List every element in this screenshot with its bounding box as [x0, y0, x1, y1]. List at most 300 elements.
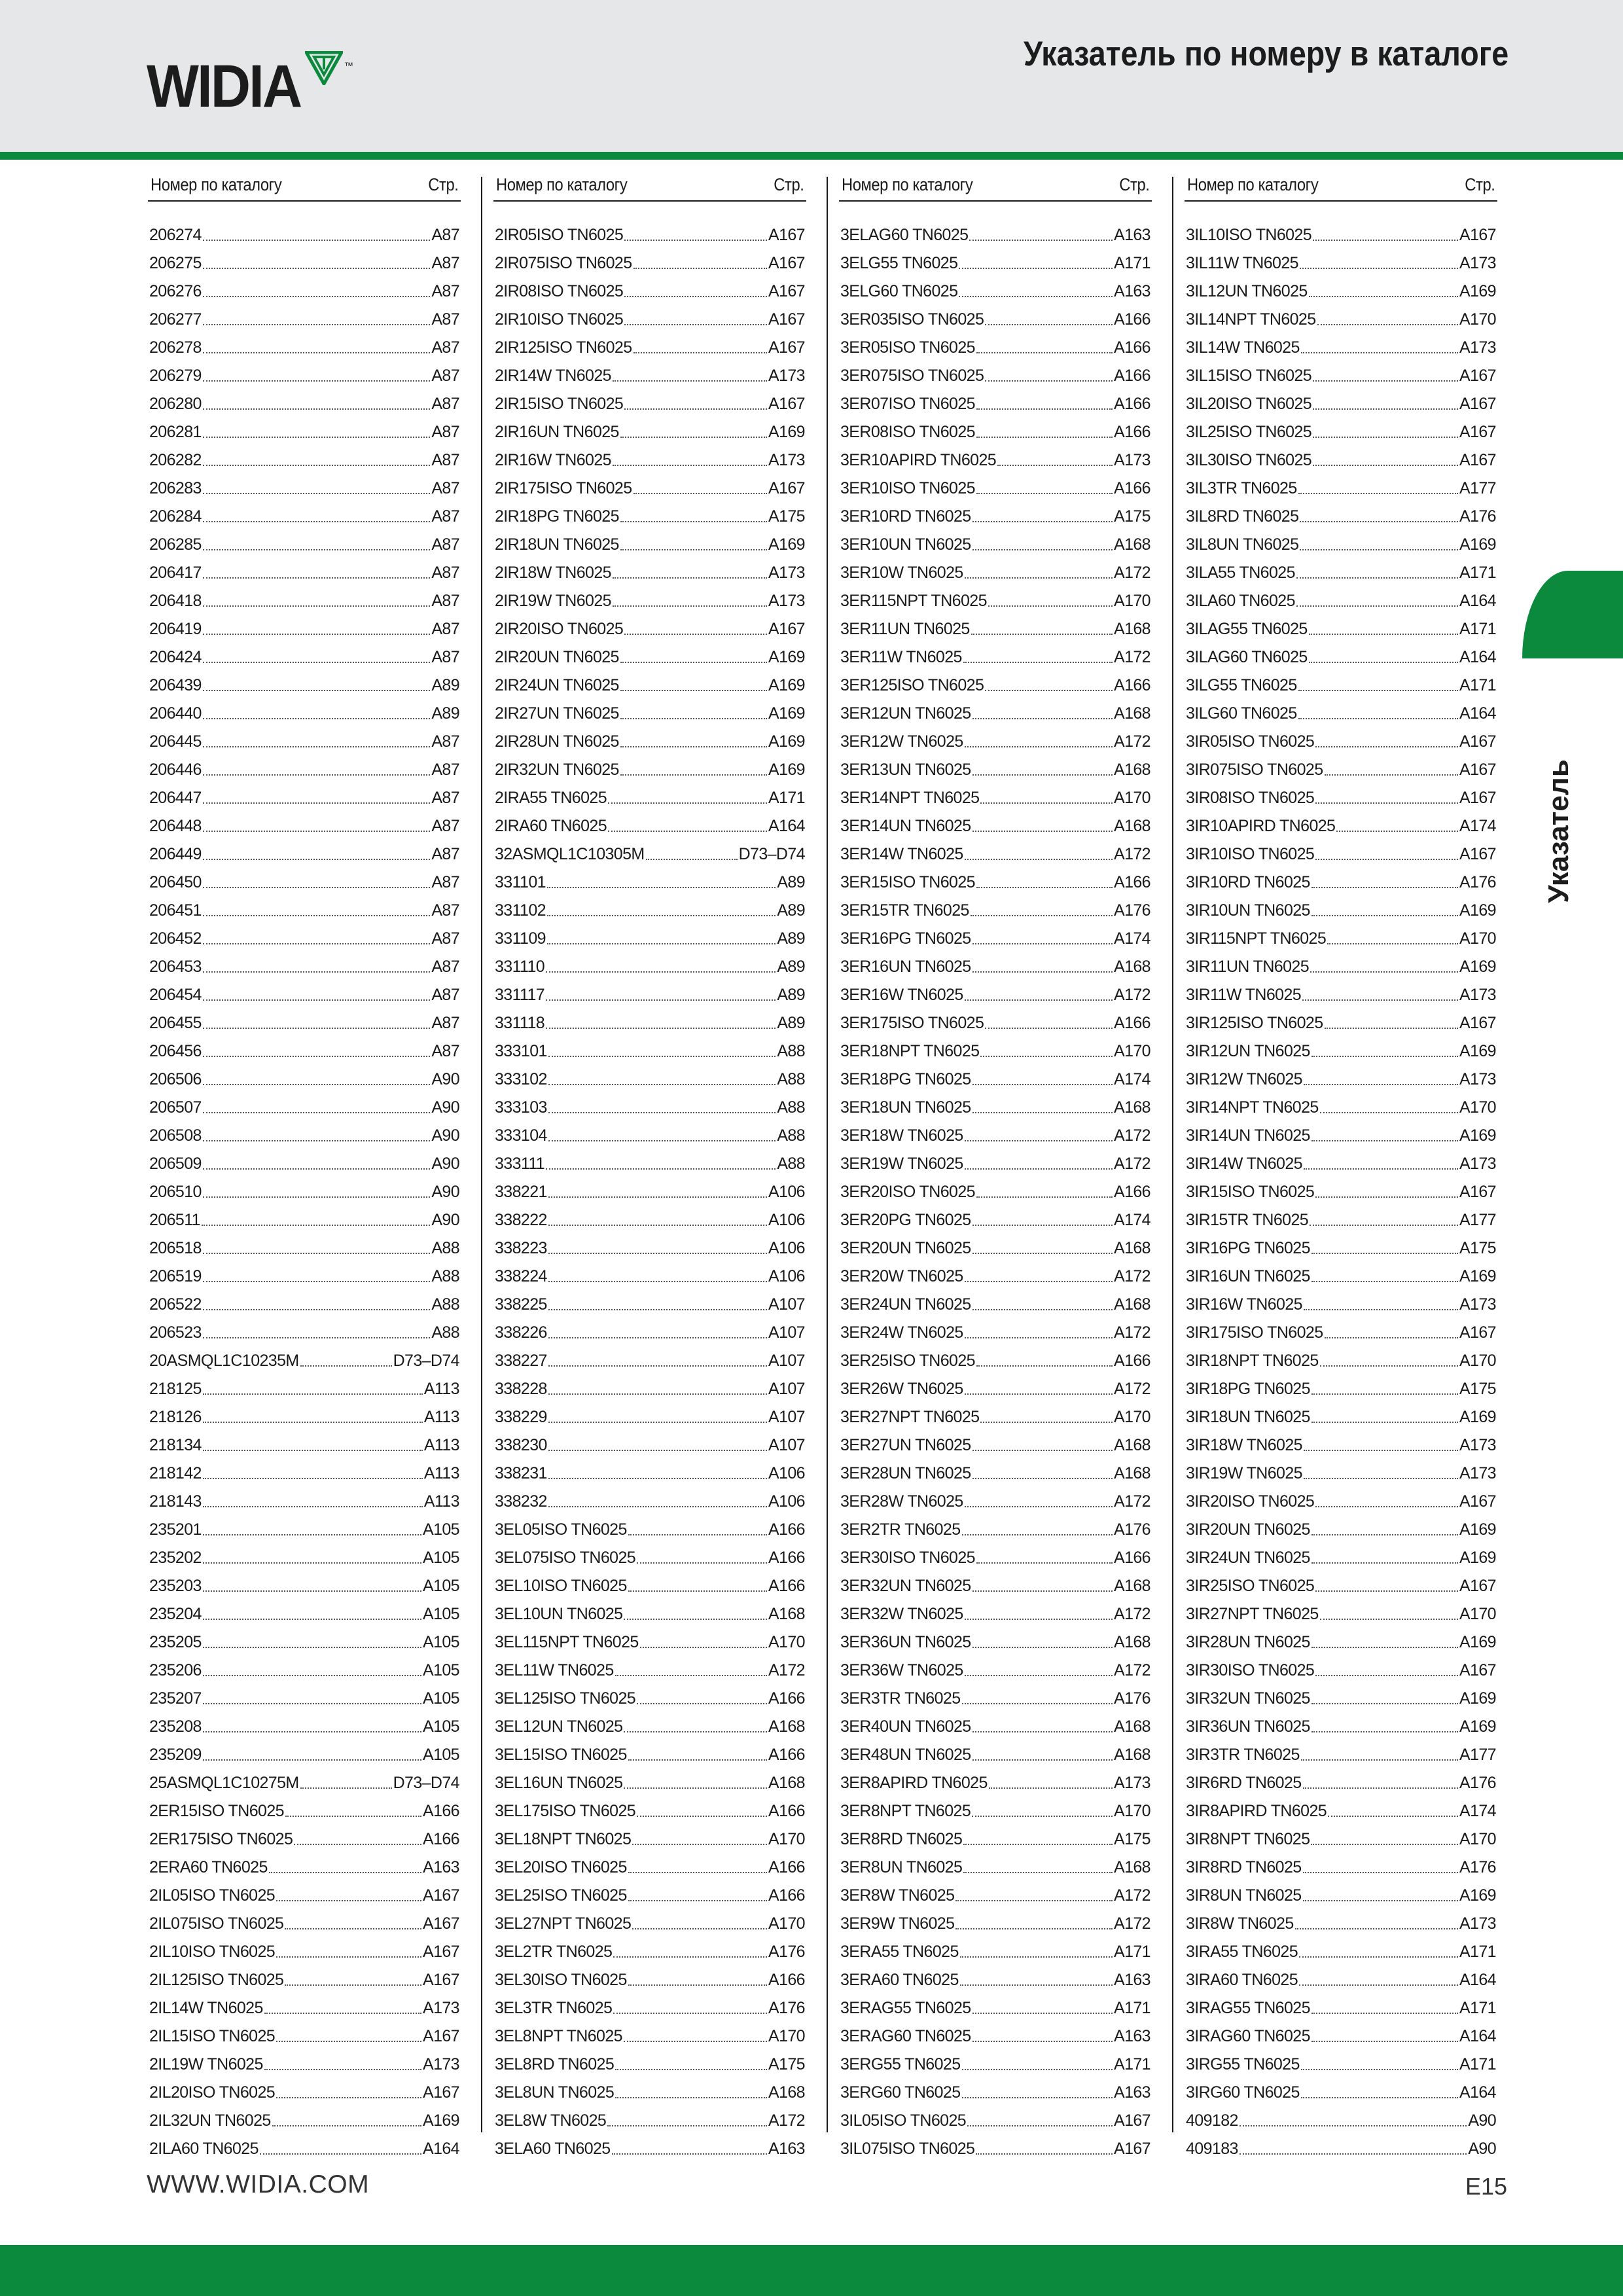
- catalog-number: 3IR115NPT TN6025: [1186, 929, 1327, 948]
- dot-leader: [1320, 1112, 1458, 1113]
- index-row: [1185, 1206, 1497, 1234]
- index-row: [493, 1797, 806, 1825]
- catalog-number: 3ER16W TN6025: [840, 986, 963, 1004]
- index-row: [1185, 1234, 1497, 1263]
- index-row: [1185, 700, 1497, 728]
- catalog-number: 2IRA60 TN6025: [495, 817, 607, 835]
- catalog-number: 3ER035ISO TN6025: [840, 310, 984, 329]
- catalog-number: 3ERG60 TN6025: [840, 2083, 961, 2102]
- catalog-number: 3ELG60 TN6025: [840, 282, 958, 300]
- page-reference: A174: [1114, 929, 1150, 948]
- dot-leader: [965, 577, 1113, 579]
- dot-leader: [203, 662, 430, 663]
- catalog-number: 3IL14NPT TN6025: [1186, 310, 1316, 329]
- page-reference: A168: [1114, 817, 1150, 835]
- dot-leader: [1313, 465, 1458, 466]
- page-reference: A167: [768, 479, 805, 497]
- page-reference: A167: [1114, 2140, 1150, 2158]
- page-reference: A167: [1459, 1014, 1496, 1032]
- page-reference: A88: [777, 1155, 805, 1173]
- index-row: [493, 334, 806, 362]
- catalog-number: 3ER32UN TN6025: [840, 1577, 971, 1595]
- dot-leader: [203, 774, 430, 776]
- catalog-number: 3IRG60 TN6025: [1186, 2083, 1300, 2102]
- catalog-number: 409183: [1186, 2140, 1238, 2158]
- index-row: [839, 1150, 1152, 1178]
- dot-leader: [547, 915, 776, 916]
- page-reference: A173: [423, 2055, 459, 2073]
- catalog-number: 3ILG60 TN6025: [1186, 704, 1297, 723]
- catalog-number: 338230: [495, 1436, 547, 1454]
- index-row: [1185, 1572, 1497, 1600]
- index-row: [1185, 1854, 1497, 1882]
- index-row: [493, 953, 806, 981]
- page-reference: A167: [768, 310, 805, 329]
- page-reference: A89: [431, 704, 459, 723]
- catalog-number: 3IR3TR TN6025: [1186, 1746, 1300, 1764]
- index-row: [839, 1122, 1152, 1150]
- catalog-number: 206452: [149, 929, 202, 948]
- dot-leader: [1311, 1422, 1458, 1423]
- dot-leader: [276, 2041, 421, 2042]
- dot-leader: [1325, 774, 1458, 776]
- catalog-number: 3ER32W TN6025: [840, 1605, 963, 1623]
- page-reference: A170: [1459, 1098, 1496, 1117]
- page-reference: A172: [1114, 1155, 1150, 1173]
- index-row: [148, 812, 461, 840]
- dot-leader: [1320, 1365, 1458, 1367]
- catalog-number: 206450: [149, 873, 202, 891]
- page-reference: A166: [768, 1577, 805, 1595]
- index-row: [1185, 278, 1497, 306]
- dot-leader: [203, 999, 430, 1001]
- dot-leader: [972, 521, 1113, 522]
- dot-leader: [1310, 971, 1458, 973]
- index-row: [493, 1066, 806, 1094]
- index-row: [1185, 1122, 1497, 1150]
- catalog-number: 3IR11UN TN6025: [1186, 958, 1309, 976]
- index-row: [839, 1882, 1152, 1910]
- dot-leader: [1302, 999, 1458, 1001]
- index-row: [148, 1319, 461, 1347]
- page-reference: A106: [768, 1492, 805, 1511]
- catalog-number: 338224: [495, 1267, 547, 1285]
- catalog-number: 338225: [495, 1295, 547, 1314]
- catalog-number: 3ER16UN TN6025: [840, 958, 971, 976]
- dot-leader: [972, 1450, 1113, 1451]
- catalog-number: 3IR10UN TN6025: [1186, 901, 1310, 920]
- index-row: [148, 897, 461, 925]
- catalog-number: 3IL075ISO TN6025: [840, 2140, 975, 2158]
- page-reference: A174: [1459, 1802, 1496, 1820]
- catalog-number: 3ER05ISO TN6025: [840, 338, 975, 357]
- page-reference: A87: [431, 451, 459, 469]
- catalog-number: 206281: [149, 423, 202, 441]
- dot-leader: [980, 1422, 1113, 1423]
- catalog-number: 3IL12UN TN6025: [1186, 282, 1308, 300]
- index-row: [839, 1713, 1152, 1741]
- page-reference: A170: [1459, 1830, 1496, 1848]
- page-reference: A107: [768, 1295, 805, 1314]
- index-list: [493, 221, 806, 2163]
- page-reference: A167: [423, 1971, 459, 1989]
- index-row: [148, 1094, 461, 1122]
- index-row: [148, 1769, 461, 1797]
- page-reference: A166: [1114, 1352, 1150, 1370]
- index-row: [493, 1178, 806, 1206]
- catalog-number: 206282: [149, 451, 202, 469]
- page-reference: A174: [1114, 1211, 1150, 1229]
- index-row: [148, 2051, 461, 2079]
- page-reference: A172: [1114, 986, 1150, 1004]
- catalog-number: 3IR18PG TN6025: [1186, 1380, 1310, 1398]
- catalog-number: 2IR24UN TN6025: [495, 676, 619, 694]
- index-row: [839, 2079, 1152, 2107]
- catalog-number: 206278: [149, 338, 202, 357]
- index-list: [839, 221, 1152, 2163]
- dot-leader: [615, 2069, 767, 2070]
- dot-leader: [203, 465, 430, 466]
- dot-leader: [620, 774, 767, 776]
- dot-leader: [203, 1112, 430, 1113]
- index-row: [148, 587, 461, 615]
- page-reference: A106: [768, 1239, 805, 1257]
- catalog-number: 3ER14UN TN6025: [840, 817, 971, 835]
- catalog-number: 206448: [149, 817, 202, 835]
- dot-leader: [203, 521, 430, 522]
- index-row: [493, 475, 806, 503]
- index-row: [148, 981, 461, 1009]
- catalog-number: 3IR6RD TN6025: [1186, 1774, 1302, 1792]
- dot-leader: [613, 605, 767, 607]
- catalog-number: 3ER36W TN6025: [840, 1661, 963, 1679]
- index-row: [1185, 1488, 1497, 1516]
- catalog-number: 3IR10ISO TN6025: [1186, 845, 1315, 863]
- page-reference: A173: [1459, 1464, 1496, 1482]
- dot-leader: [976, 408, 1113, 410]
- page-reference: A167: [423, 1914, 459, 1933]
- page-reference: A169: [1459, 1126, 1496, 1145]
- index-row: [148, 1122, 461, 1150]
- index-row: [839, 1375, 1152, 1403]
- catalog-number: 3ER28W TN6025: [840, 1492, 963, 1511]
- page-reference: A163: [423, 1858, 459, 1876]
- dot-leader: [203, 746, 430, 747]
- page-reference: A87: [431, 845, 459, 863]
- page-reference: A166: [768, 1549, 805, 1567]
- index-row: [493, 1910, 806, 1938]
- page-reference: A167: [423, 1943, 459, 1961]
- catalog-number: 235209: [149, 1746, 202, 1764]
- page-reference: A170: [768, 1830, 805, 1848]
- catalog-number: 3ERAG60 TN6025: [840, 2027, 971, 2045]
- page-reference: A177: [1459, 1746, 1496, 1764]
- catalog-number: 3IRG55 TN6025: [1186, 2055, 1300, 2073]
- catalog-number: 3IR28UN TN6025: [1186, 1633, 1310, 1651]
- page-reference: A169: [768, 704, 805, 723]
- column-header-catalog-number: Номер по каталогу: [496, 175, 628, 194]
- index-row: [1185, 2107, 1497, 2135]
- catalog-number: 338231: [495, 1464, 547, 1482]
- page-reference: A87: [431, 732, 459, 751]
- catalog-number: 3ER10RD TN6025: [840, 507, 971, 526]
- index-row: [1185, 897, 1497, 925]
- side-tab: [1522, 571, 1623, 658]
- index-row: [493, 1994, 806, 2022]
- dot-leader: [203, 1393, 423, 1395]
- index-row: [839, 1516, 1152, 1544]
- dot-leader: [972, 1816, 1113, 1817]
- dot-leader: [976, 1196, 1113, 1198]
- page-reference: A168: [1114, 1577, 1150, 1595]
- catalog-number: 2IR16W TN6025: [495, 451, 611, 469]
- dot-leader: [976, 887, 1113, 888]
- page-reference: A169: [423, 2111, 459, 2130]
- dot-leader: [613, 577, 767, 579]
- dot-leader: [264, 2013, 421, 2014]
- dot-leader: [548, 1084, 776, 1085]
- index-row: [1185, 2079, 1497, 2107]
- catalog-number: 3IRAG55 TN6025: [1186, 1999, 1310, 2017]
- dot-leader: [1315, 859, 1458, 860]
- dot-leader: [546, 999, 776, 1001]
- index-row: [1185, 390, 1497, 418]
- dot-leader: [989, 1787, 1113, 1789]
- dot-leader: [203, 971, 430, 973]
- dot-leader: [965, 1140, 1113, 1141]
- page-reference: A90: [431, 1211, 459, 1229]
- catalog-number: 3IL15ISO TN6025: [1186, 367, 1312, 385]
- dot-leader: [971, 915, 1113, 916]
- dot-leader: [972, 774, 1113, 776]
- catalog-number: 218142: [149, 1464, 202, 1482]
- page-reference: A168: [1114, 1858, 1150, 1876]
- index-row: [148, 784, 461, 812]
- index-row: [493, 1544, 806, 1572]
- dot-leader: [203, 1562, 421, 1564]
- page-reference: A164: [1459, 1971, 1496, 1989]
- page-reference: A167: [1459, 1323, 1496, 1342]
- catalog-number: 3ER36UN TN6025: [840, 1633, 971, 1651]
- catalog-number: 2IR19W TN6025: [495, 592, 611, 610]
- dot-leader: [1311, 1534, 1458, 1535]
- index-row: [839, 587, 1152, 615]
- index-row: [493, 1347, 806, 1375]
- page-reference: A166: [768, 1746, 805, 1764]
- page-reference: A107: [768, 1380, 805, 1398]
- index-row: [1185, 1797, 1497, 1825]
- catalog-number: 235203: [149, 1577, 202, 1595]
- page-reference: A167: [1459, 732, 1496, 751]
- index-row: [148, 418, 461, 446]
- catalog-number: 3EL11W TN6025: [495, 1661, 614, 1679]
- page-reference: A174: [1114, 1070, 1150, 1088]
- index-row: [493, 869, 806, 897]
- index-row: [1185, 446, 1497, 475]
- index-row: [839, 531, 1152, 559]
- page-reference: A166: [1114, 1549, 1150, 1567]
- page-reference: A87: [431, 282, 459, 300]
- index-row: [839, 306, 1152, 334]
- page-reference: A166: [1114, 423, 1150, 441]
- catalog-number: 206507: [149, 1098, 202, 1117]
- page-reference: A87: [431, 901, 459, 920]
- page-reference: A90: [431, 1098, 459, 1117]
- catalog-number: 3ER115NPT TN6025: [840, 592, 987, 610]
- catalog-number: 2IL05ISO TN6025: [149, 1886, 276, 1905]
- page-reference: A168: [1114, 1239, 1150, 1257]
- page-reference: A170: [768, 1633, 805, 1651]
- dot-leader: [972, 971, 1113, 973]
- dot-leader: [203, 1196, 430, 1198]
- index-row: [839, 981, 1152, 1009]
- page-reference: A87: [431, 535, 459, 554]
- catalog-number: 3IR14UN TN6025: [1186, 1126, 1310, 1145]
- catalog-number: 3ER11W TN6025: [840, 648, 962, 666]
- column-header-catalog-number: Номер по каталогу: [1187, 175, 1319, 194]
- catalog-number: 3ER12UN TN6025: [840, 704, 971, 723]
- catalog-number: 3EL30ISO TN6025: [495, 1971, 627, 1989]
- catalog-number: 3EL125ISO TN6025: [495, 1689, 636, 1708]
- index-row: [493, 1403, 806, 1431]
- page-reference: A89: [777, 958, 805, 976]
- index-row: [148, 559, 461, 587]
- dot-leader: [548, 1337, 767, 1338]
- page-reference: A172: [1114, 1380, 1150, 1398]
- index-row: [493, 1375, 806, 1403]
- page-reference: A163: [1114, 226, 1150, 244]
- index-row: [839, 1628, 1152, 1657]
- dot-leader: [612, 2153, 767, 2155]
- dot-leader: [637, 1703, 767, 1704]
- catalog-number: 206518: [149, 1239, 202, 1257]
- index-row: [1185, 1741, 1497, 1769]
- catalog-number: 3IR125ISO TN6025: [1186, 1014, 1323, 1032]
- dot-leader: [203, 1056, 430, 1057]
- index-row: [148, 531, 461, 559]
- page-reference: A166: [768, 1520, 805, 1539]
- catalog-number: 2IL075ISO TN6025: [149, 1914, 284, 1933]
- catalog-number: 206440: [149, 704, 202, 723]
- index-row: [1185, 840, 1497, 869]
- catalog-number: 3ER13UN TN6025: [840, 761, 971, 779]
- page-reference: A169: [768, 535, 805, 554]
- dot-leader: [203, 549, 430, 550]
- column-header: [1185, 171, 1497, 202]
- index-row: [839, 1685, 1152, 1713]
- page-reference: A167: [1459, 1492, 1496, 1511]
- page-reference: A173: [768, 367, 805, 385]
- index-row: [493, 643, 806, 672]
- catalog-number: 3ER9W TN6025: [840, 1914, 955, 1933]
- dot-leader: [202, 1225, 430, 1226]
- page-reference: A167: [768, 620, 805, 638]
- dot-leader: [203, 943, 430, 944]
- index-column-3: [839, 171, 1152, 2163]
- index-row: [839, 728, 1152, 756]
- catalog-number: 2IL32UN TN6025: [149, 2111, 271, 2130]
- page-reference: A169: [1459, 958, 1496, 976]
- page-reference: A167: [768, 395, 805, 413]
- catalog-number: 2ERA60 TN6025: [149, 1858, 268, 1876]
- index-row: [839, 334, 1152, 362]
- dot-leader: [980, 802, 1113, 804]
- index-row: [839, 221, 1152, 249]
- catalog-number: 3IL10ISO TN6025: [1186, 226, 1312, 244]
- dot-leader: [203, 1281, 430, 1282]
- dot-leader: [962, 1703, 1113, 1704]
- index-row: [1185, 1347, 1497, 1375]
- catalog-number: 218125: [149, 1380, 202, 1398]
- page-reference: A87: [431, 226, 459, 244]
- index-row: [839, 446, 1152, 475]
- page-reference: A166: [768, 1971, 805, 1989]
- column-separator: [827, 177, 828, 2132]
- page-reference: A169: [1459, 1549, 1496, 1567]
- index-row: [148, 278, 461, 306]
- dot-leader: [1298, 493, 1458, 494]
- index-row: [493, 1713, 806, 1741]
- dot-leader: [1304, 1450, 1458, 1451]
- catalog-number: 2IR20ISO TN6025: [495, 620, 624, 638]
- index-row: [493, 1628, 806, 1657]
- dot-leader: [628, 1984, 767, 1986]
- index-row: [1185, 1403, 1497, 1431]
- index-row: [839, 1544, 1152, 1572]
- page-reference: A172: [1114, 1661, 1150, 1679]
- index-row: [839, 1178, 1152, 1206]
- catalog-number: 3ER10ISO TN6025: [840, 479, 975, 497]
- index-row: [148, 1825, 461, 1854]
- index-row: [493, 1319, 806, 1347]
- catalog-number: 3IR8NPT TN6025: [1186, 1830, 1310, 1848]
- page-reference: A172: [1114, 1492, 1150, 1511]
- index-row: [148, 306, 461, 334]
- column-header-page: Стр.: [773, 175, 804, 194]
- index-row: [148, 869, 461, 897]
- dot-leader: [1301, 352, 1458, 353]
- widia-triangle-icon: [305, 51, 343, 85]
- index-row: [839, 1966, 1152, 1994]
- page-reference: A87: [431, 620, 459, 638]
- page-reference: A176: [768, 1943, 805, 1961]
- dot-leader: [203, 493, 430, 494]
- index-row: [839, 615, 1152, 643]
- dot-leader: [548, 1112, 776, 1113]
- page-reference: D73–D74: [738, 845, 805, 863]
- catalog-number: 2IR14W TN6025: [495, 367, 611, 385]
- page-reference: A168: [1114, 1717, 1150, 1736]
- catalog-number: 3ER27NPT TN6025: [840, 1408, 980, 1426]
- catalog-number: 3IR20ISO TN6025: [1186, 1492, 1315, 1511]
- dot-leader: [546, 1168, 776, 1170]
- page-reference: A166: [768, 1886, 805, 1905]
- page-reference: A168: [1114, 704, 1150, 723]
- index-row: [839, 1347, 1152, 1375]
- catalog-number: 235207: [149, 1689, 202, 1708]
- index-row: [493, 1769, 806, 1797]
- dot-leader: [203, 1422, 423, 1423]
- index-row: [148, 672, 461, 700]
- index-row: [1185, 1037, 1497, 1066]
- page-reference: A173: [1459, 986, 1496, 1004]
- dot-leader: [1301, 2097, 1458, 2098]
- dot-leader: [620, 718, 767, 719]
- catalog-number: 331102: [495, 901, 546, 920]
- index-row: [493, 1094, 806, 1122]
- catalog-number: 218134: [149, 1436, 202, 1454]
- page-reference: A163: [1114, 1971, 1150, 1989]
